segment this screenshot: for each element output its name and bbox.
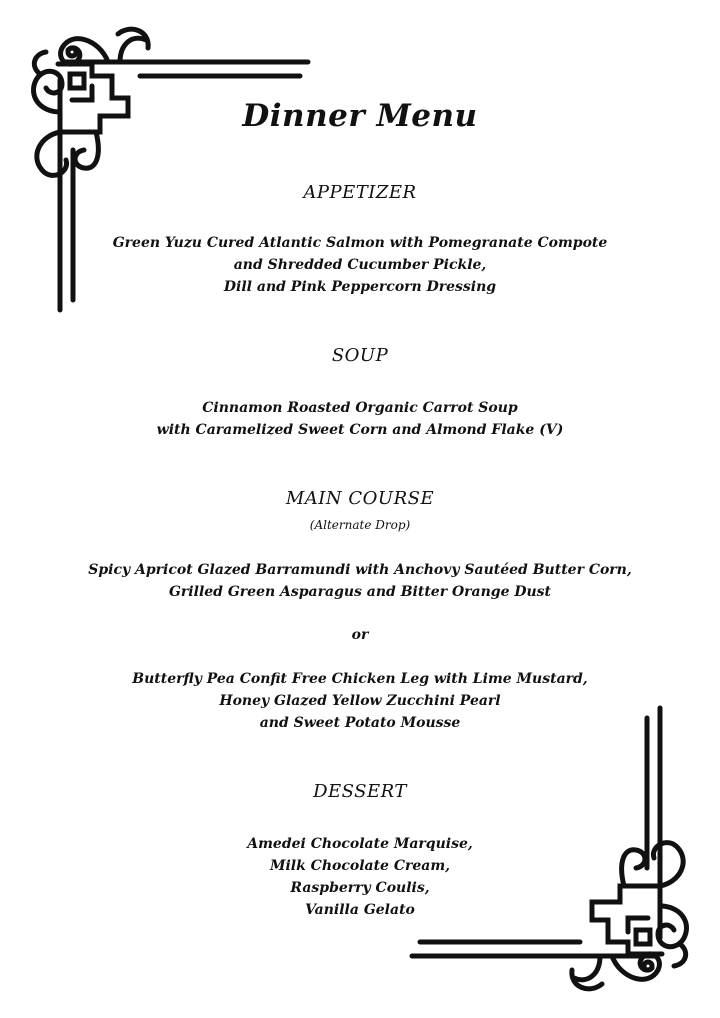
appetizer-line: Green Yuzu Cured Atlantic Salmon with Pomegranate Compote bbox=[112, 235, 608, 251]
main-course-option2-line: Honey Glazed Yellow Zucchini Pearl bbox=[219, 693, 501, 709]
menu-title bbox=[0, 98, 720, 134]
soup-line: Cinnamon Roasted Organic Carrot Soup bbox=[202, 400, 518, 416]
appetizer-line: Dill and Pink Peppercorn Dressing bbox=[223, 279, 497, 295]
main-course-separator: or bbox=[351, 627, 369, 643]
dessert-heading: DESSERT bbox=[313, 781, 407, 802]
main-course-option1-line: Spicy Apricot Glazed Barramundi with Anchovy Sautéed Butter Corn, bbox=[88, 562, 632, 578]
main-course-note: (Alternate Drop) bbox=[309, 518, 411, 532]
dessert-line: Raspberry Coulis, bbox=[290, 880, 430, 896]
soup-heading: SOUP bbox=[331, 345, 389, 366]
main-course-option1-line: Grilled Green Asparagus and Bitter Orange Dust bbox=[168, 584, 552, 600]
soup-line: with Caramelized Sweet Corn and Almond Flake (V) bbox=[156, 422, 564, 438]
dessert-line: Milk Chocolate Cream, bbox=[269, 858, 451, 874]
menu-title-text: Dinner Menu bbox=[242, 98, 478, 134]
main-course-heading: MAIN COURSE bbox=[285, 488, 435, 509]
appetizer-heading: APPETIZER bbox=[303, 182, 417, 203]
main-course-option2-line: and Sweet Potato Mousse bbox=[259, 715, 461, 731]
dessert-line: Amedei Chocolate Marquise, bbox=[247, 836, 473, 852]
appetizer-line: and Shredded Cucumber Pickle, bbox=[233, 257, 487, 273]
main-course-option2-line: Butterfly Pea Confit Free Chicken Leg with Lime Mustard, bbox=[132, 671, 588, 687]
dessert-line: Vanilla Gelato bbox=[305, 902, 415, 918]
